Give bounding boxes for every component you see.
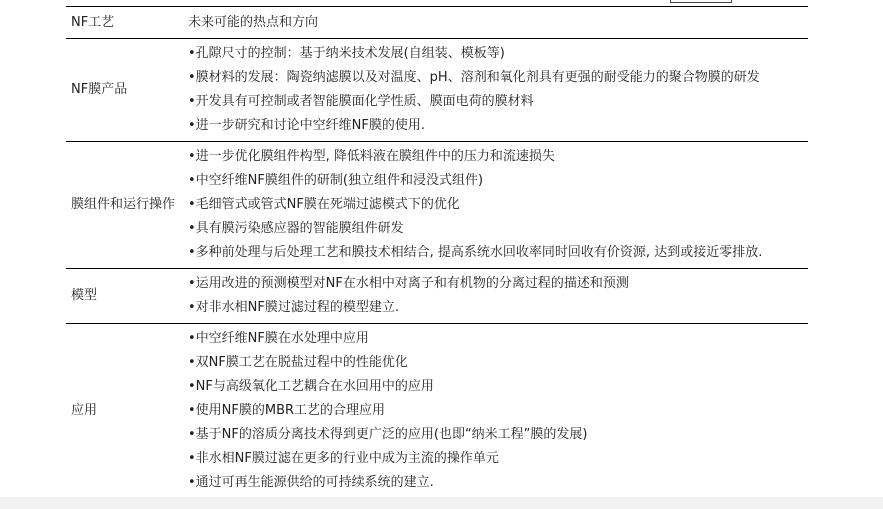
table-row — [66, 39, 808, 142]
row-category: 应用 — [71, 403, 98, 418]
header-nf-process: NF工艺 — [71, 14, 115, 30]
list-item: •中空纤维NF膜组件的研制(独立组件和浸没式组件) — [188, 173, 484, 188]
list-item: •膜材料的发展：陶瓷纳滤膜以及对温度、pH、溶剂和氧化剂具有更强的耐受能力的聚合物膜的研发 — [188, 70, 760, 85]
row-items — [183, 142, 808, 269]
list-item: •中空纤维NF膜在水处理中应用 — [188, 331, 369, 346]
header-future-directions: 未来可能的热点和方向 — [188, 14, 319, 30]
list-item: •进一步研究和讨论中空纤维NF膜的使用. — [188, 118, 426, 133]
page-bottom-strip — [0, 497, 883, 509]
row-category: 模型 — [71, 288, 98, 303]
table-row — [66, 324, 808, 499]
list-item: •孔隙尺寸的控制：基于纳米技术发展(自组装、模板等) — [188, 46, 505, 61]
table-header-row — [66, 7, 808, 39]
row-category: NF膜产品 — [71, 82, 128, 97]
list-item: •非水相NF膜过滤在更多的行业中成为主流的操作单元 — [188, 451, 499, 466]
list-item: •基于NF的溶质分离技术得到更广泛的应用(也即“纳米工程”膜的发展) — [188, 427, 588, 442]
nf-table-container — [66, 0, 808, 499]
row-items — [183, 39, 808, 142]
list-item: •NF与高级氧化工艺耦合在水回用中的应用 — [188, 379, 434, 394]
previous-table-fragment — [670, 0, 732, 3]
list-item: •双NF膜工艺在脱盐过程中的性能优化 — [188, 355, 408, 370]
list-item: •使用NF膜的MBR工艺的合理应用 — [188, 403, 386, 418]
list-item: •对非水相NF膜过滤过程的模型建立. — [188, 300, 400, 315]
list-item: •进一步优化膜组件构型, 降低料液在膜组件中的压力和流速损失 — [188, 149, 555, 164]
nf-future-directions-table — [66, 7, 808, 499]
table-row — [66, 142, 808, 269]
row-items — [183, 269, 808, 324]
list-item: •具有膜污染感应器的智能膜组件研发 — [188, 221, 404, 236]
list-item: •毛细管式或管式NF膜在死端过滤模式下的优化 — [188, 197, 460, 212]
row-category: 膜组件和运行操作 — [71, 197, 176, 212]
table-top-edge — [66, 0, 808, 7]
list-item: •通过可再生能源供给的可持续系统的建立. — [188, 475, 434, 490]
list-item: •运用改进的预测模型对NF在水相中对离子和有机物的分离过程的描述和预测 — [188, 276, 629, 291]
list-item: •开发具有可控制或者智能膜面化学性质、膜面电荷的膜材料 — [188, 94, 534, 109]
table-row — [66, 269, 808, 324]
list-item: •多种前处理与后处理工艺和膜技术相结合, 提高系统水回收率同时回收有价资源, 达到或接近零排放. — [188, 245, 763, 260]
row-items — [183, 324, 808, 499]
